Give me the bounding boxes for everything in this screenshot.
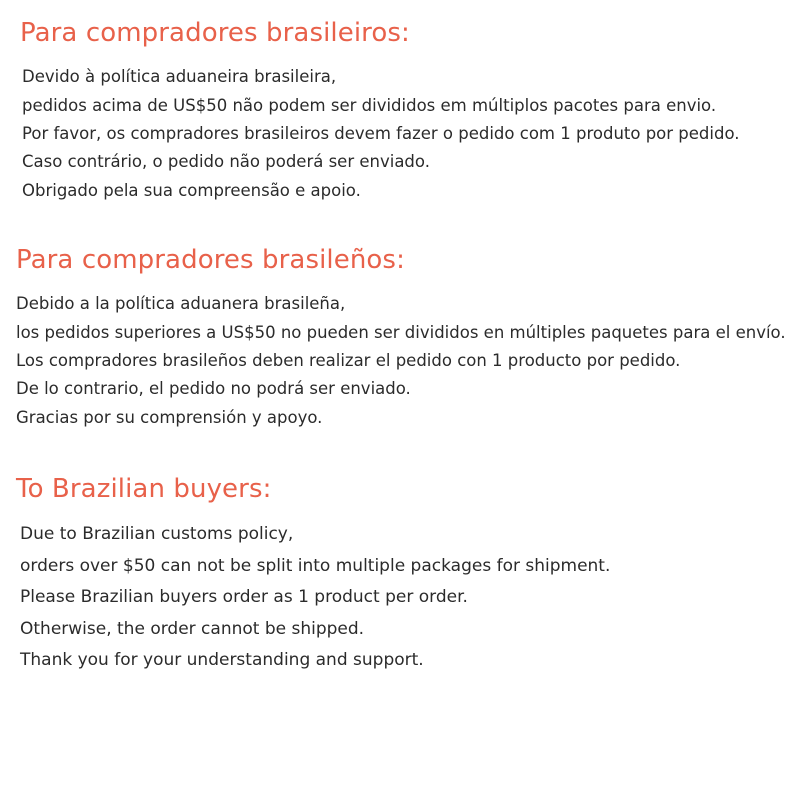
section-heading-portuguese: Para compradores brasileiros: (20, 18, 410, 48)
section-body-english (16, 519, 784, 676)
notice-line: Devido à política aduaneira brasileira, (22, 67, 337, 87)
notice-line: Caso contrário, o pedido não poderá ser enviado. (22, 152, 430, 172)
section-heading-spanish: Para compradores brasileños: (16, 245, 405, 276)
section-spanish (16, 245, 784, 432)
section-english (16, 474, 784, 676)
notice-line: Thank you for your understanding and support. (20, 650, 424, 671)
section-heading-english: To Brazilian buyers: (16, 474, 272, 505)
notice-line: Obrigado pela sua compreensão e apoio. (22, 180, 361, 200)
notice-line: Otherwise, the order cannot be shipped. (20, 618, 365, 639)
section-body-spanish (16, 290, 784, 432)
section-body-portuguese (16, 63, 784, 205)
section-portuguese (16, 18, 784, 205)
notice-line: Debido a la política aduanera brasileña, (16, 294, 346, 314)
notice-line: De lo contrario, el pedido no podrá ser enviado. (16, 379, 411, 399)
notice-line: Please Brazilian buyers order as 1 product per order. (20, 587, 468, 608)
notice-line: los pedidos superiores a US$50 no pueden ser divididos en múltiples paquetes para el envío. (16, 322, 786, 342)
notice-line: Por favor, os compradores brasileiros devem fazer o pedido com 1 produto por pedido. (22, 123, 740, 143)
notice-line: pedidos acima de US$50 não podem ser divididos em múltiplos pacotes para envio. (22, 95, 717, 115)
notice-line: Los compradores brasileños deben realizar el pedido con 1 producto por pedido. (16, 351, 681, 370)
notice-line: orders over $50 can not be split into multiple packages for shipment. (20, 555, 611, 576)
notice-line: Gracias por su comprensión y apoyo. (16, 407, 323, 427)
notice-line: Due to Brazilian customs policy, (20, 524, 294, 545)
